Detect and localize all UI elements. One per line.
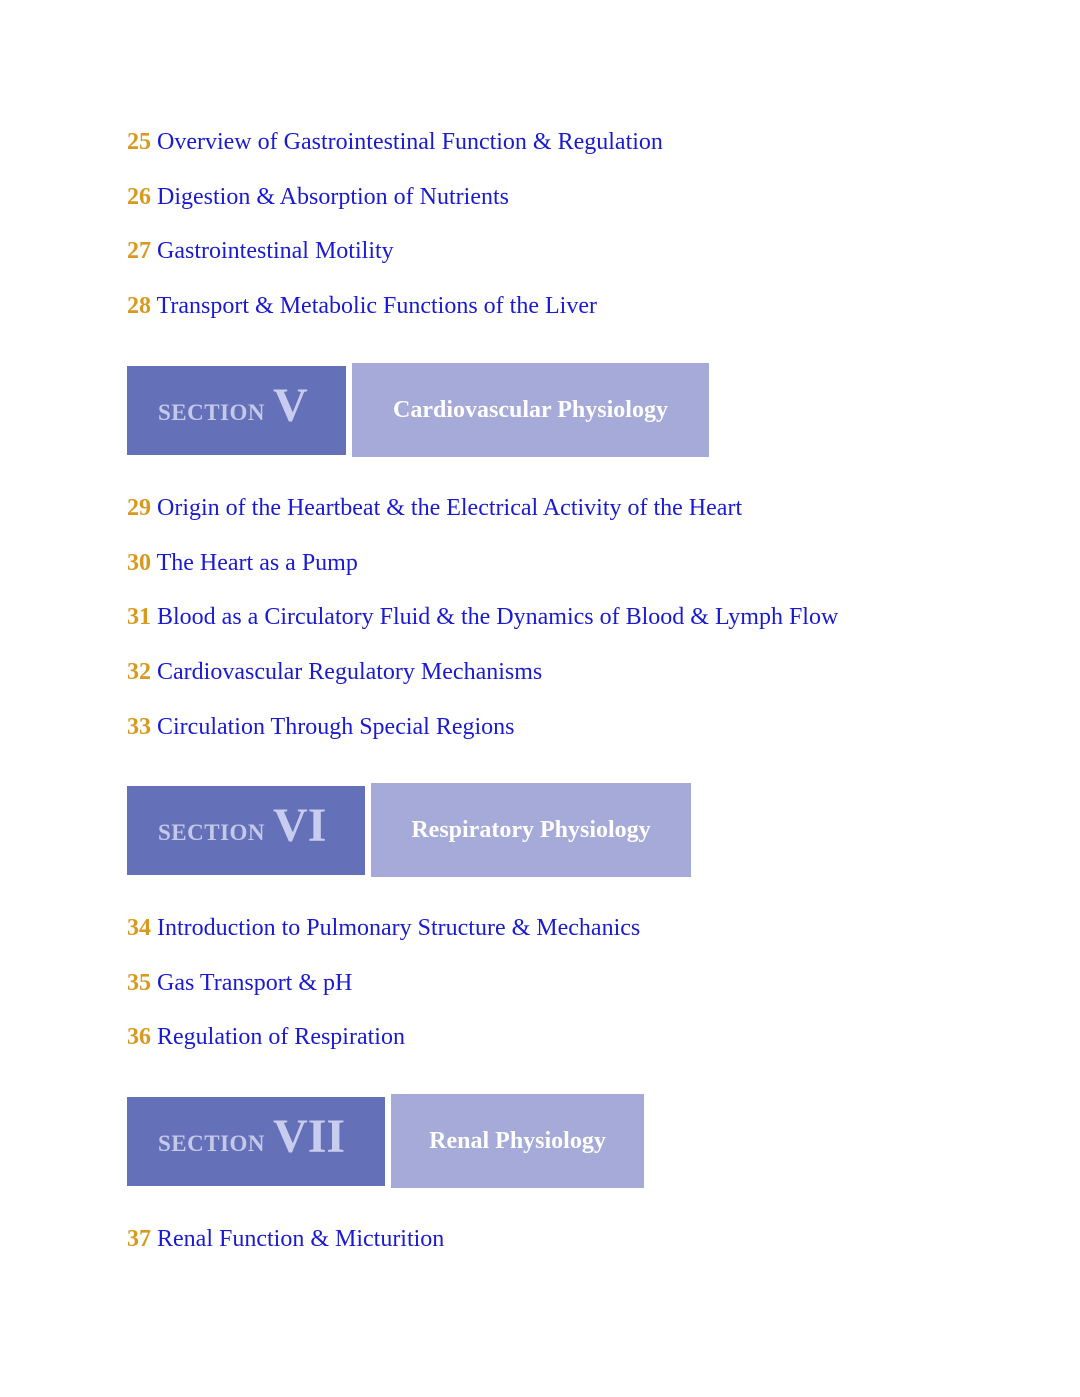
chapter-title[interactable]: Introduction to Pulmonary Structure & Mechanics — [157, 915, 641, 941]
section-word: SECTION — [158, 1130, 266, 1156]
chapter-number: 30 — [127, 550, 151, 576]
toc-entry-26[interactable] — [127, 182, 509, 212]
chapter-title[interactable]: Digestion & Absorption of Nutrients — [157, 184, 509, 210]
section-roman-numeral: V — [273, 379, 308, 432]
chapter-title[interactable]: The Heart as a Pump — [156, 550, 358, 576]
section-word: SECTION — [158, 819, 266, 845]
toc-entry-29[interactable] — [127, 493, 742, 523]
chapter-number: 28 — [127, 293, 151, 319]
chapter-number: 32 — [127, 659, 151, 685]
chapter-title[interactable]: Gas Transport & pH — [157, 970, 353, 996]
chapter-number: 25 — [127, 129, 151, 155]
chapter-number: 27 — [127, 238, 151, 264]
section-roman-numeral: VII — [273, 1110, 346, 1163]
chapter-number: 36 — [127, 1024, 151, 1050]
section-vii-title[interactable] — [391, 1094, 644, 1188]
chapter-number: 26 — [127, 184, 151, 210]
toc-entry-28[interactable] — [127, 291, 597, 321]
toc-entry-30[interactable] — [127, 548, 358, 578]
chapter-number: 34 — [127, 915, 151, 941]
toc-entry-32[interactable] — [127, 657, 542, 687]
toc-entry-33[interactable] — [127, 712, 515, 742]
chapter-number: 35 — [127, 970, 151, 996]
chapter-title[interactable]: Gastrointestinal Motility — [157, 238, 394, 264]
section-vi-title[interactable] — [371, 783, 691, 877]
chapter-title[interactable]: Transport & Metabolic Functions of the Liver — [156, 293, 597, 319]
toc-entry-25[interactable] — [127, 127, 663, 157]
section-vii-label — [127, 1097, 385, 1186]
section-roman-numeral: VI — [273, 799, 327, 852]
section-title-text: Cardiovascular Physiology — [393, 396, 668, 423]
chapter-number: 31 — [127, 604, 151, 630]
chapter-title[interactable]: Overview of Gastrointestinal Function & Regulation — [157, 129, 663, 155]
chapter-title[interactable]: Origin of the Heartbeat & the Electrical Activity of the Heart — [157, 495, 743, 521]
toc-entry-36[interactable] — [127, 1022, 405, 1052]
toc-entry-37[interactable] — [127, 1224, 444, 1254]
chapter-number: 37 — [127, 1226, 151, 1252]
section-vi-label — [127, 786, 365, 875]
section-title-text: Respiratory Physiology — [411, 816, 651, 843]
section-title-text: Renal Physiology — [429, 1127, 606, 1154]
chapter-title[interactable]: Blood as a Circulatory Fluid & the Dynamics of Blood & Lymph Flow — [157, 604, 839, 630]
chapter-title[interactable]: Regulation of Respiration — [157, 1024, 405, 1050]
section-word: SECTION — [158, 399, 266, 425]
chapter-title[interactable]: Cardiovascular Regulatory Mechanisms — [157, 659, 543, 685]
section-v-label — [127, 366, 346, 455]
toc-entry-31[interactable] — [127, 602, 838, 632]
section-v-title[interactable] — [352, 363, 709, 457]
toc-entry-34[interactable] — [127, 913, 640, 943]
toc-entry-35[interactable] — [127, 968, 352, 998]
chapter-title[interactable]: Renal Function & Micturition — [157, 1226, 445, 1252]
chapter-title[interactable]: Circulation Through Special Regions — [157, 714, 515, 740]
toc-entry-27[interactable] — [127, 236, 394, 266]
chapter-number: 29 — [127, 495, 151, 521]
chapter-number: 33 — [127, 714, 151, 740]
